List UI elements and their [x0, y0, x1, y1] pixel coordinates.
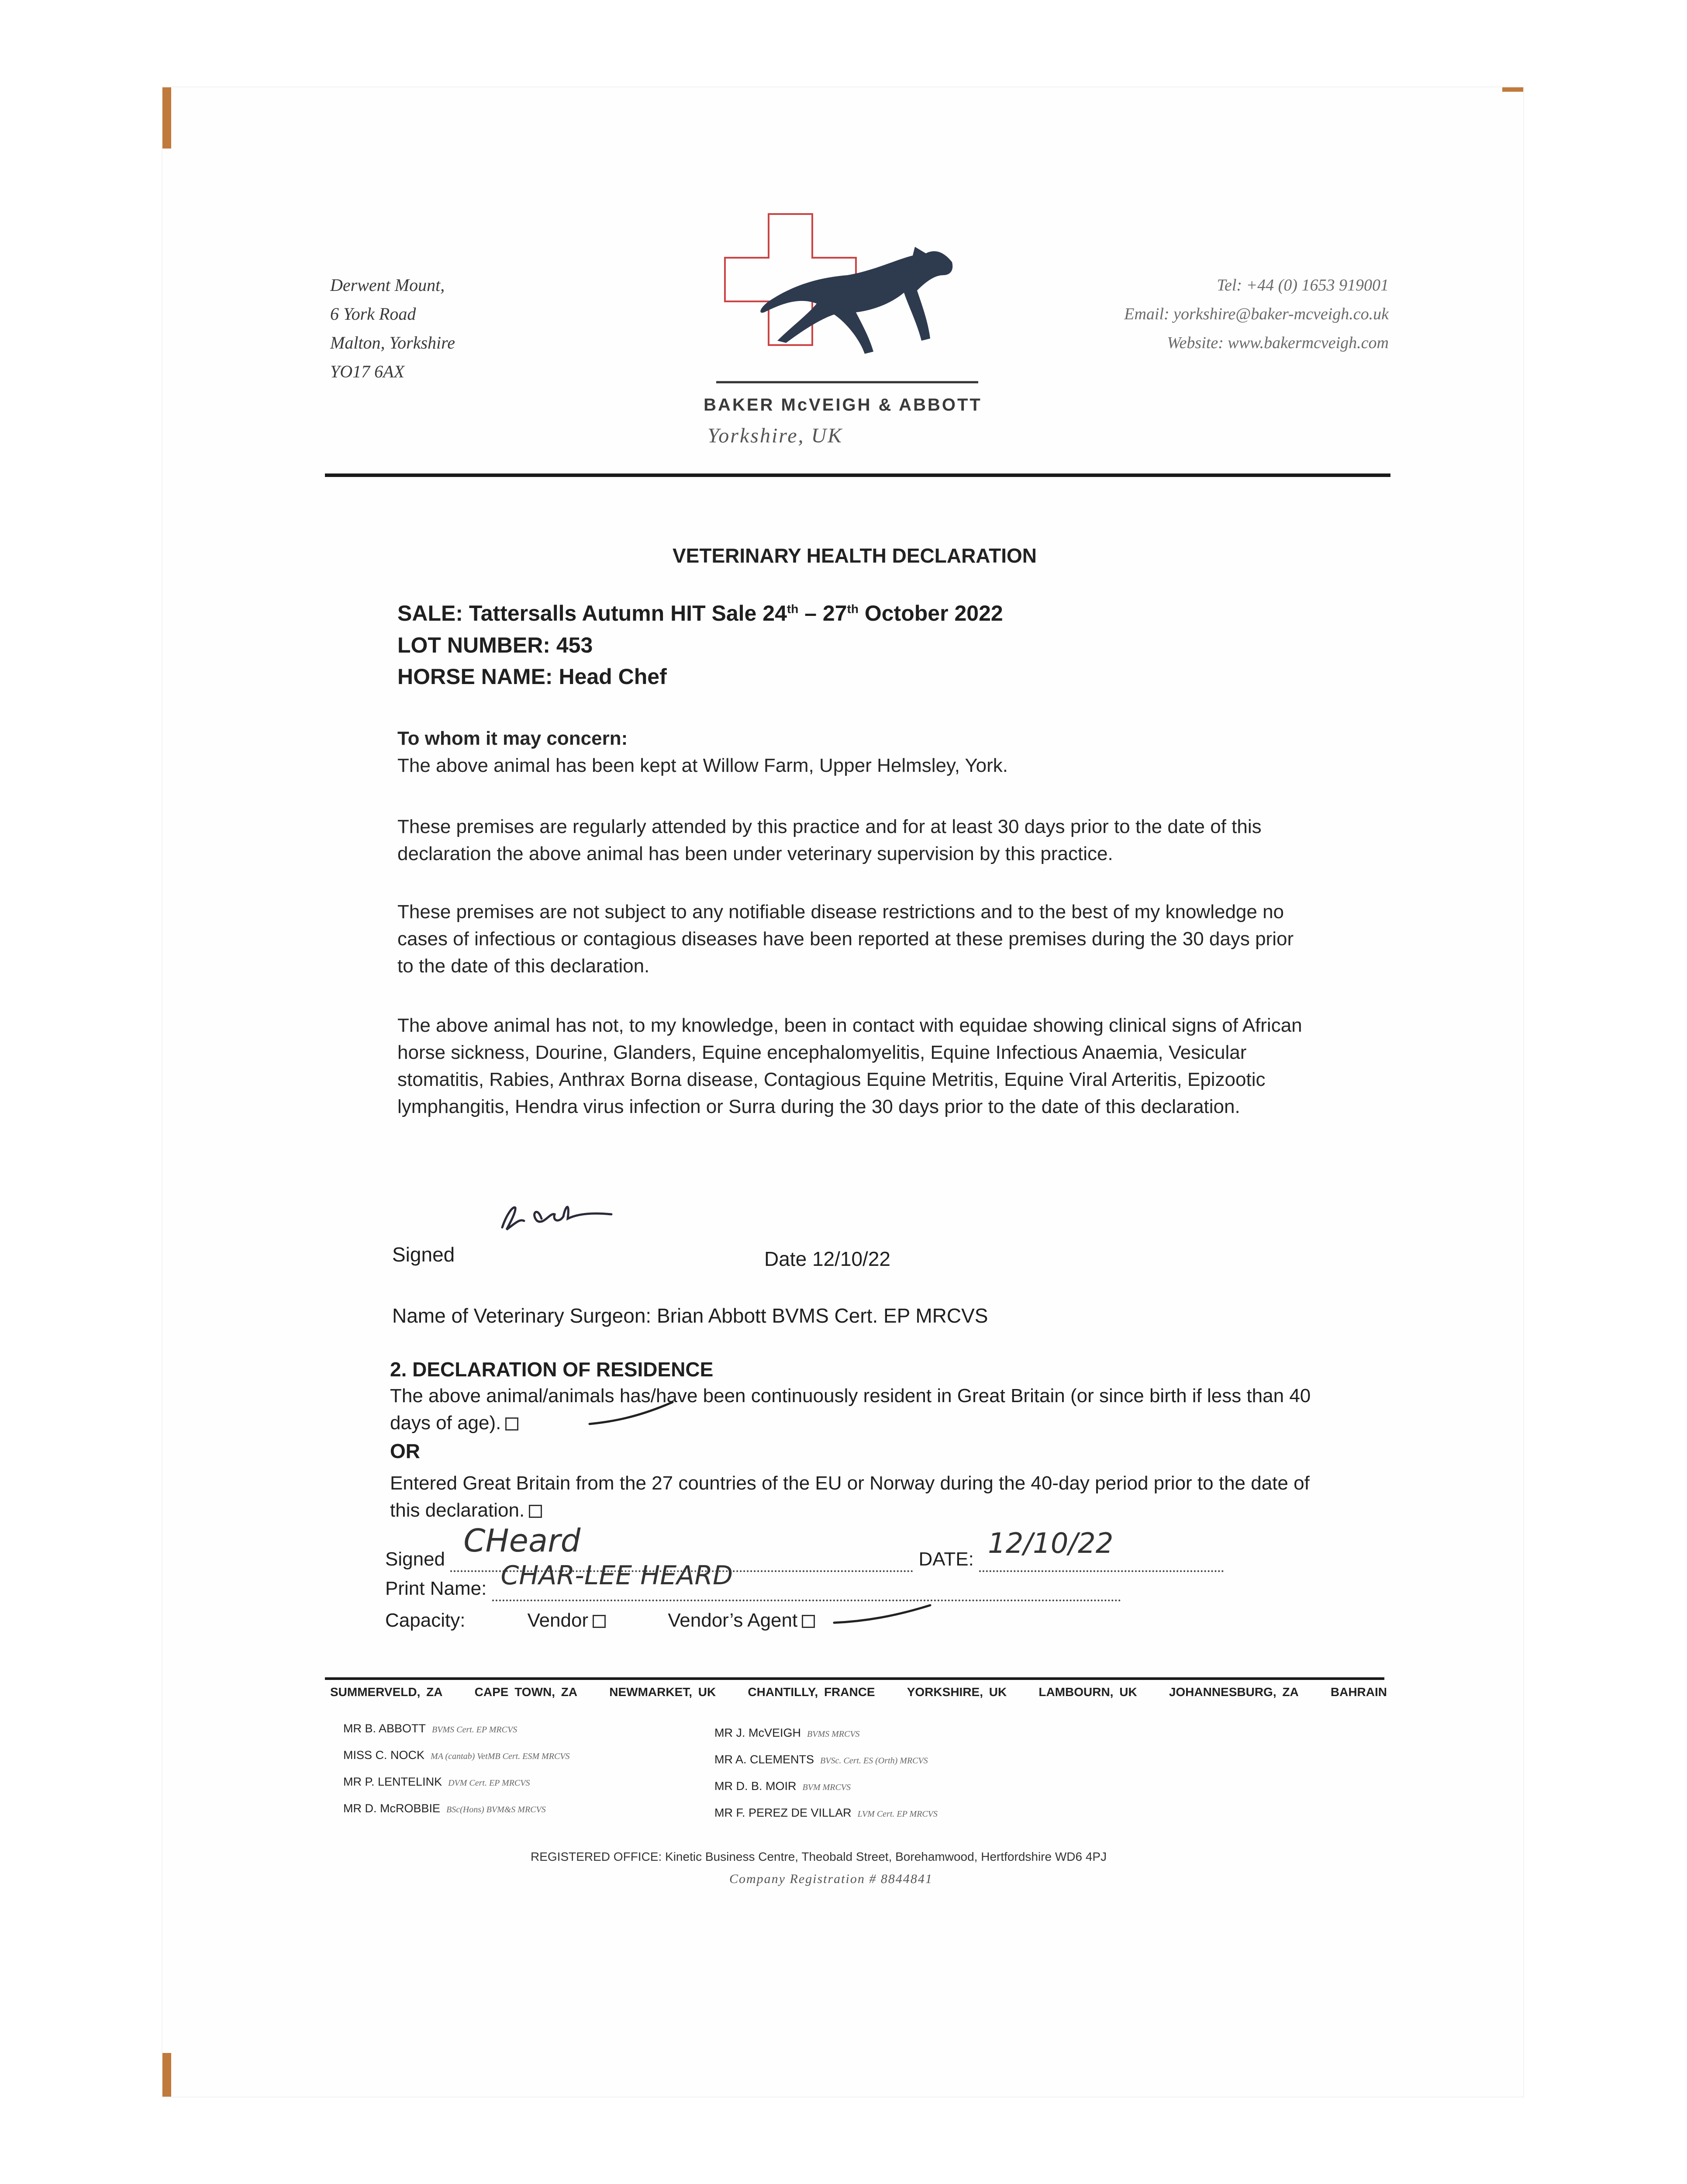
- tick-mark: [830, 1599, 935, 1629]
- address-line: 6 York Road: [330, 304, 416, 324]
- practice-name: BAKER McVEIGH & ABBOTT: [704, 395, 982, 415]
- staff-member: MR D. McROBBIE BSc(Hons) BVM&S MRCVS: [343, 1802, 546, 1815]
- tape-strip: [162, 87, 171, 149]
- signed-label: Signed: [392, 1243, 455, 1266]
- paragraph: These premises are not subject to any notifiable disease restrictions and to the best of my knowledge no cases of infectious or contagious diseases have been reported at these premises during the 30 days prior to the date of this declaration.: [397, 901, 1294, 977]
- paragraph: The above animal has not, to my knowledge, been in contact with equidae showing clinical signs of African horse sickness, Dourine, Glanders, Equine encephalomyelitis, Equine Infectious Anaemia, Vesicular stomatitis, Rabies, Anthrax Borna disease, Contagious Equine Metritis, Equine Viral Arteritis, Epizootic lymphangitis, Hendra virus infection or Surra during the 30 days prior to the date of this declaration.: [397, 1015, 1302, 1117]
- signature-row: Signed CHeard DATE: 12/10/22: [385, 1548, 1224, 1572]
- office-locations: [330, 1672, 1387, 1699]
- or-separator: OR: [390, 1440, 420, 1462]
- address-line: Malton, Yorkshire: [330, 333, 455, 352]
- email: Email: yorkshire@baker-mcveigh.co.uk: [1124, 305, 1389, 323]
- paragraph: These premises are regularly attended by this practice and for at least 30 days prior to the date of this declaration the above animal has been under veterinary supervision by this practice.: [397, 816, 1262, 864]
- website: Website: www.bakermcveigh.com: [1167, 334, 1389, 352]
- residence-option-2: Entered Great Britain from the 27 countries of the EU or Norway during the 40-day period prior to the date of this declaration.: [390, 1472, 1310, 1521]
- contact-details: [1013, 271, 1389, 357]
- staff-list-left: [343, 1716, 569, 1822]
- print-name-field[interactable]: CHAR-LEE HEARD: [492, 1578, 1121, 1601]
- company-registration: Company Registration # 8844841: [729, 1872, 933, 1886]
- office: NEWMARKET, UK: [609, 1685, 716, 1699]
- vet-signature: [489, 1188, 620, 1236]
- paragraph: The above animal has been kept at Willow Farm, Upper Helmsley, York.: [397, 755, 1008, 776]
- office: YORKSHIRE, UK: [907, 1685, 1007, 1699]
- office: SUMMERVELD, ZA: [330, 1685, 443, 1699]
- registered-office: REGISTERED OFFICE: Kinetic Business Centre, Theobald Street, Borehamwood, Hertfordshire WD6 4PJ: [531, 1850, 1107, 1863]
- checkbox-continuous-residence[interactable]: [505, 1417, 518, 1431]
- address-line: Derwent Mount,: [330, 275, 445, 295]
- office: JOHANNESBURG, ZA: [1169, 1685, 1299, 1699]
- date-field[interactable]: 12/10/22: [979, 1548, 1224, 1572]
- staff-member: MR D. B. MOIR BVM MRCVS: [714, 1780, 851, 1793]
- header-divider: [325, 473, 1390, 477]
- checkbox-entered-gb[interactable]: [529, 1505, 542, 1518]
- telephone: Tel: +44 (0) 1653 919001: [1217, 276, 1389, 294]
- staff-member: MR A. CLEMENTS BVSc. Cert. ES (Orth) MRCVS: [714, 1753, 928, 1766]
- staff-member: MR B. ABBOTT BVMS Cert. EP MRCVS: [343, 1722, 517, 1735]
- horse-cross-logo: [716, 210, 978, 384]
- office: CAPE TOWN, ZA: [474, 1685, 578, 1699]
- tape-strip: [1502, 87, 1523, 92]
- sale-line: SALE: Tattersalls Autumn HIT Sale 24th – 27th October 2022: [397, 601, 1003, 625]
- veterinary-surgeon-name: Name of Veterinary Surgeon: Brian Abbott BVMS Cert. EP MRCVS: [392, 1304, 988, 1327]
- tape-strip: [162, 2053, 171, 2097]
- staff-member: MR P. LENTELINK DVM Cert. EP MRCVS: [343, 1775, 530, 1788]
- signature-field[interactable]: CHeard: [450, 1548, 913, 1572]
- practice-address: [330, 271, 455, 386]
- staff-member: MISS C. NOCK MA (cantab) VetMB Cert. ESM MRCVS: [343, 1749, 570, 1762]
- residence-option-1: The above animal/animals has/have been continuously resident in Great Britain (or since birth if less than 40 days of age).: [390, 1385, 1311, 1434]
- checkbox-vendor[interactable]: [593, 1615, 606, 1628]
- practice-location: Yorkshire, UK: [707, 424, 843, 447]
- salutation: To whom it may concern:: [397, 728, 628, 749]
- staff-member: MR J. McVEIGH BVMS MRCVS: [714, 1726, 860, 1739]
- print-name-row: Print Name: CHAR-LEE HEARD: [385, 1578, 1121, 1601]
- office: CHANTILLY, FRANCE: [748, 1685, 875, 1699]
- section-heading: 2. DECLARATION OF RESIDENCE: [390, 1358, 714, 1381]
- office: LAMBOURN, UK: [1038, 1685, 1137, 1699]
- office: BAHRAIN: [1330, 1685, 1387, 1699]
- address-line: YO17 6AX: [330, 362, 404, 381]
- capacity-row: Capacity: Vendor Vendor’s Agent: [385, 1610, 815, 1631]
- declaration-date: Date 12/10/22: [764, 1248, 891, 1270]
- lot-number: LOT NUMBER: 453: [397, 633, 593, 657]
- page-title: VETERINARY HEALTH DECLARATION: [673, 544, 1037, 567]
- staff-list-right: [714, 1720, 938, 1827]
- horse-name: HORSE NAME: Head Chef: [397, 664, 667, 689]
- checkbox-vendor-agent[interactable]: [802, 1615, 815, 1628]
- staff-member: MR F. PEREZ DE VILLAR LVM Cert. EP MRCVS: [714, 1806, 938, 1819]
- tick-mark: [585, 1398, 681, 1433]
